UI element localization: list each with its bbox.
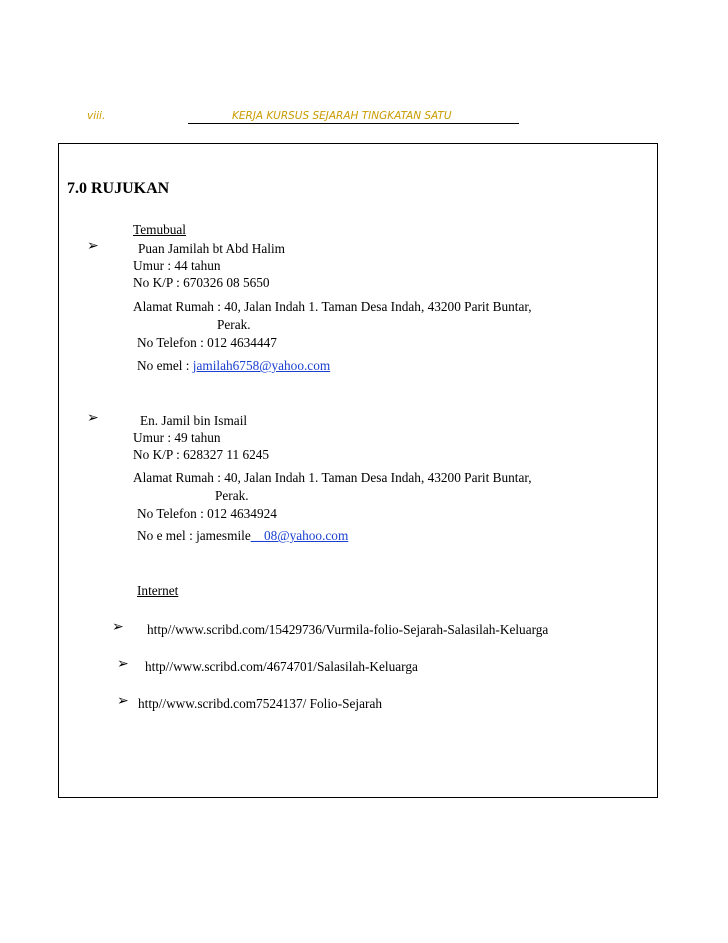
internet-link-1[interactable]: http//www.scribd.com/15429736/Vurmila-folio-Sejarah-Salasilah-Keluarga	[147, 622, 549, 637]
bullet-arrow-icon: ➢	[87, 239, 99, 254]
person2-age: Umur : 49 tahun	[133, 430, 221, 445]
internet-link-2[interactable]: http//www.scribd.com/4674701/Salasilah-Keluarga	[145, 659, 418, 674]
bullet-arrow-icon: ➢	[87, 411, 99, 426]
person2-email-link[interactable]: __08@yahoo.com	[250, 528, 349, 543]
person1-phone: No Telefon : 012 4634447	[137, 335, 277, 350]
header-title: KERJA KURSUS SEJARAH TINGKATAN SATU	[232, 110, 452, 122]
bullet-arrow-icon: ➢	[112, 620, 124, 635]
person1-email-link[interactable]: jamilah6758@yahoo.com	[192, 358, 331, 373]
page-number: viii.	[87, 110, 106, 122]
person1-email-row	[137, 357, 330, 374]
person1-address-line1: Alamat Rumah : 40, Jalan Indah 1. Taman Desa Indah, 43200 Parit Buntar,	[133, 299, 532, 314]
interview-heading: Temubual	[133, 222, 186, 237]
person2-email-label: No e mel : jamesmile	[137, 528, 251, 543]
person1-age: Umur : 44 tahun	[133, 258, 221, 273]
person2-ic: No K/P : 628327 11 6245	[133, 447, 270, 462]
person2-email-row	[137, 527, 348, 544]
bullet-arrow-icon: ➢	[117, 657, 129, 672]
internet-link-3[interactable]: http//www.scribd.com7524137/ Folio-Sejarah	[138, 696, 382, 711]
bullet-arrow-icon: ➢	[117, 694, 129, 709]
person2-address-line2: Perak.	[215, 488, 249, 503]
person1-address-line2: Perak.	[217, 317, 251, 332]
person1-ic: No K/P : 670326 08 5650	[133, 275, 270, 290]
person1-name: Puan Jamilah bt Abd Halim	[138, 241, 285, 256]
person2-name: En. Jamil bin Ismail	[140, 413, 248, 428]
internet-heading: Internet	[137, 583, 179, 598]
header-underline	[188, 123, 519, 124]
person2-phone: No Telefon : 012 4634924	[137, 506, 277, 521]
person1-email-label: No emel :	[137, 358, 193, 373]
person2-address-line1: Alamat Rumah : 40, Jalan Indah 1. Taman Desa Indah, 43200 Parit Buntar,	[133, 470, 532, 485]
section-title: 7.0 RUJUKAN	[67, 180, 170, 197]
